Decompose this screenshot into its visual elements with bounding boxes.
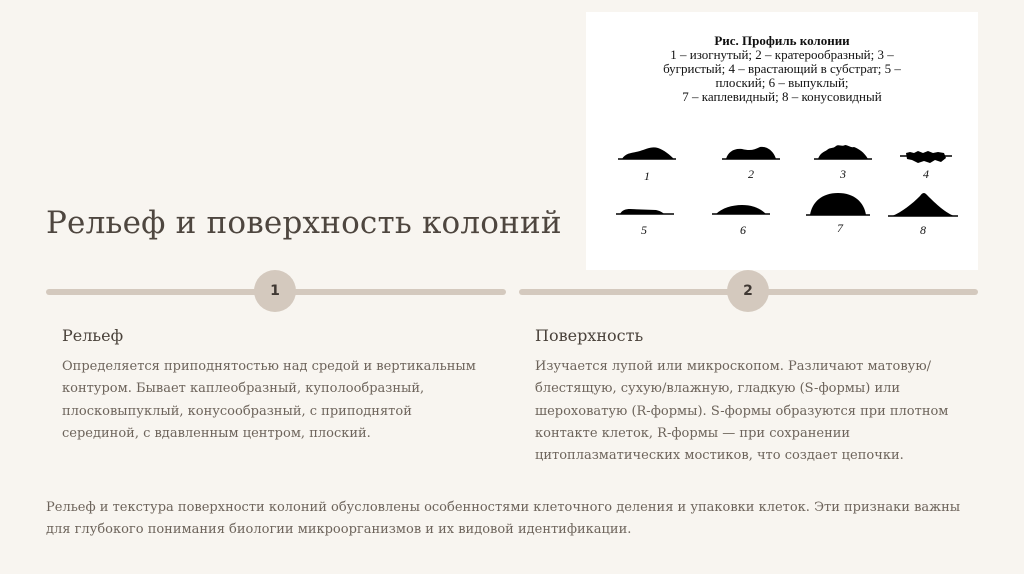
profile-label: 8 xyxy=(920,223,926,237)
relief-description: Определяется приподнятостью над средой и вертикальным контуром. Бывает каплеобразный, куполообразный, плосковыпуклый, конусообразный, с приподнятой серединой, с вдавленным центром, плоский. xyxy=(62,359,476,441)
summary-text: Рельеф и текстура поверхности колоний обусловлены особенностями клеточного деления и упаковки клеток. Эти признаки важны для глубокого понимания биологии микроорганизмов и их видовой идентификации. xyxy=(46,500,961,538)
profile-4-label xyxy=(923,167,929,181)
profile-label: 1 xyxy=(644,169,650,183)
profile-8-label xyxy=(920,223,926,237)
profile-1-label xyxy=(644,169,650,183)
profile-4-invasive xyxy=(900,151,952,163)
profile-5-label xyxy=(641,223,647,237)
profile-3-label xyxy=(839,167,846,181)
profile-label: 6 xyxy=(740,223,746,237)
profile-8-conical xyxy=(888,193,958,216)
step-number-1: 1 xyxy=(254,270,296,312)
figure-caption-line: плоский; 6 – выпуклый; xyxy=(715,75,849,90)
profile-7-drop xyxy=(806,193,870,215)
profile-7-label xyxy=(837,221,844,235)
profile-1-curved xyxy=(618,147,676,159)
profile-label: 2 xyxy=(748,167,754,181)
page-title: Рельеф и поверхность колоний xyxy=(46,205,562,241)
profile-label: 5 xyxy=(641,223,647,237)
figure-caption-line: 7 – каплевидный; 8 – конусовидный xyxy=(682,89,882,104)
profile-label: 4 xyxy=(923,167,929,181)
figure-caption-title: Рис. Профиль колонии xyxy=(714,33,850,48)
profile-label: 3 xyxy=(840,167,846,181)
step-number-2: 2 xyxy=(727,270,769,312)
profile-label: 7 xyxy=(837,221,843,235)
profile-3-tuberculate xyxy=(814,145,872,159)
colony-profiles-drawing xyxy=(586,12,978,270)
relief-heading: Рельеф xyxy=(62,326,124,345)
profile-2-crateriform xyxy=(722,147,780,159)
profile-2-label xyxy=(748,167,754,181)
profile-6-convex xyxy=(712,205,770,214)
colony-profile-figure xyxy=(586,12,978,270)
surface-heading: Поверхность xyxy=(535,326,644,345)
profile-6-label xyxy=(740,223,746,237)
figure-caption-line: 1 – изогнутый; 2 – кратерообразный; 3 – xyxy=(670,47,894,62)
figure-caption-line: бугристый; 4 – врастающий в субстрат; 5 – xyxy=(663,61,901,76)
surface-description: Изучается лупой или микроскопом. Различают матовую/блестящую, сухую/влажную, гладкую (S-формы) или шероховатую (R-формы). S-формы образуются при плотном контакте клеток, R-формы — при сохранении цитоплазматических мостиков, что создает цепочки. xyxy=(535,359,949,464)
profile-5-flat xyxy=(616,209,674,214)
